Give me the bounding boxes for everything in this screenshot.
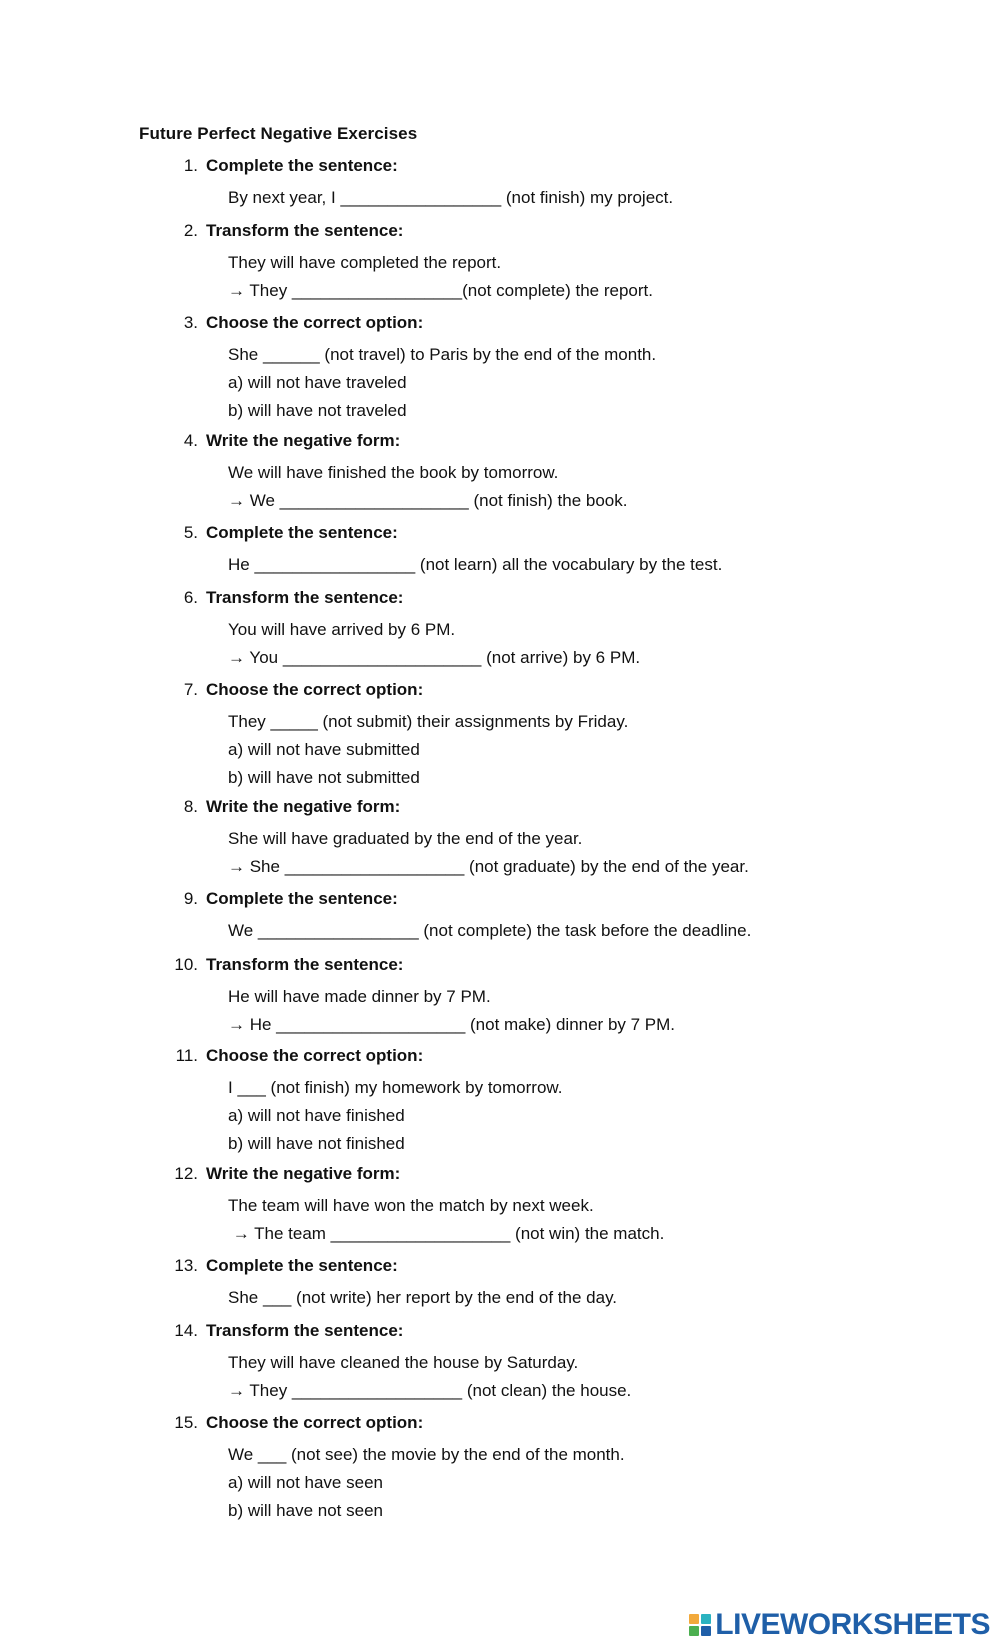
exercise-heading [168,156,968,184]
exercise-line: b) will have not submitted [228,768,420,787]
exercise-heading [168,1164,968,1192]
exercise-number: 15. [174,1413,198,1432]
exercise-heading [168,955,968,983]
exercise-line: He will have made dinner by 7 PM. [228,987,491,1006]
exercise-heading [168,1256,968,1284]
exercise-line: You will have arrived by 6 PM. [228,620,456,639]
exercise-instruction: Transform the sentence: [206,1321,404,1340]
exercise-item [168,221,968,305]
exercise-line: → He ____________________ (not make) dinner by 7 PM. [228,1015,676,1034]
exercise-line: She ______ (not travel) to Paris by the end of the month. [228,345,657,364]
exercise-line: We will have finished the book by tomorrow. [228,463,559,482]
document-title: Future Perfect Negative Exercises [139,124,418,143]
exercise-item [168,797,968,881]
exercise-instruction: Complete the sentence: [206,523,398,542]
exercise-instruction: Transform the sentence: [206,955,404,974]
exercise-line: b) will have not finished [228,1134,405,1153]
exercise-heading [168,889,968,917]
exercise-line: The team will have won the match by next week. [228,1196,594,1215]
logo-square [689,1614,699,1624]
exercise-heading [168,313,968,341]
exercise-line: → We ____________________ (not finish) the book. [228,491,628,510]
exercise-instruction: Write the negative form: [206,1164,401,1183]
exercise-item [168,1413,968,1525]
logo-mark-icon [689,1614,711,1636]
exercise-heading [168,588,968,616]
exercise-line: We _________________ (not complete) the task before the deadline. [228,921,752,940]
exercise-line: She will have graduated by the end of the year. [228,829,583,848]
exercise-item [168,680,968,792]
exercise-line: He _________________ (not learn) all the vocabulary by the test. [228,555,723,574]
exercise-instruction: Write the negative form: [206,431,401,450]
exercise-heading [168,797,968,825]
exercise-item [168,1046,968,1158]
exercise-item [168,1256,968,1312]
exercise-line: We ___ (not see) the movie by the end of the month. [228,1445,625,1464]
exercise-instruction: Choose the correct option: [206,1046,424,1065]
exercise-instruction: Complete the sentence: [206,1256,398,1275]
exercise-line: a) will not have finished [228,1106,405,1125]
exercise-line: a) will not have submitted [228,740,420,759]
exercise-heading [168,431,968,459]
exercise-number: 14. [174,1321,198,1340]
exercise-number: 3. [183,313,198,332]
exercise-line: They will have cleaned the house by Saturday. [228,1353,579,1372]
exercise-line: → She ___________________ (not graduate) by the end of the year. [228,857,749,876]
exercise-line: a) will not have traveled [228,373,407,392]
exercise-instruction: Complete the sentence: [206,156,398,175]
exercise-instruction: Write the negative form: [206,797,401,816]
exercise-number: 11. [175,1046,198,1065]
exercise-instruction: Choose the correct option: [206,1413,424,1432]
exercise-number: 10. [174,955,198,974]
exercise-line: b) will have not traveled [228,401,407,420]
exercise-heading [168,1321,968,1349]
exercise-item [168,1321,968,1405]
exercise-line: → They __________________(not complete) the report. [228,281,653,300]
exercise-line: a) will not have seen [228,1473,383,1492]
exercise-instruction: Transform the sentence: [206,221,404,240]
exercise-number: 12. [174,1164,198,1183]
exercise-number: 5. [183,523,198,542]
logo-wordmark: LIVEWORKSHEETS [715,1608,990,1641]
exercise-number: 7. [183,680,198,699]
exercise-line: → The team ___________________ (not win) the match. [228,1224,665,1243]
exercise-heading [168,680,968,708]
exercise-instruction: Choose the correct option: [206,313,424,332]
exercise-heading [168,1046,968,1074]
exercise-heading [168,523,968,551]
exercise-instruction: Choose the correct option: [206,680,424,699]
exercise-number: 4. [183,431,198,450]
exercise-line: By next year, I _________________ (not finish) my project. [228,188,674,207]
exercise-number: 9. [183,889,198,908]
exercise-line: They will have completed the report. [228,253,502,272]
liveworksheets-logo [689,1607,990,1643]
exercise-line: → They __________________ (not clean) the house. [228,1381,632,1400]
exercise-line: They _____ (not submit) their assignments by Friday. [228,712,629,731]
exercise-item [168,588,968,672]
exercise-number: 6. [183,588,198,607]
logo-square [701,1614,711,1624]
exercise-item [168,313,968,425]
exercise-item [168,431,968,515]
logo-square [689,1626,699,1636]
exercise-item [168,889,968,945]
exercise-line: → You _____________________ (not arrive) by 6 PM. [228,648,641,667]
exercise-number: 8. [183,797,198,816]
exercise-instruction: Complete the sentence: [206,889,398,908]
logo-square [701,1626,711,1636]
exercise-item [168,523,968,579]
exercise-line: She ___ (not write) her report by the end of the day. [228,1288,618,1307]
exercise-number: 13. [174,1256,198,1275]
exercise-item [168,156,968,212]
exercise-item [168,1164,968,1248]
exercise-line: b) will have not seen [228,1501,383,1520]
exercise-line: I ___ (not finish) my homework by tomorrow. [228,1078,563,1097]
exercise-heading [168,1413,968,1441]
exercise-number: 2. [183,221,198,240]
exercise-heading [168,221,968,249]
exercise-instruction: Transform the sentence: [206,588,404,607]
exercise-number: 1. [183,156,198,175]
exercise-item [168,955,968,1039]
